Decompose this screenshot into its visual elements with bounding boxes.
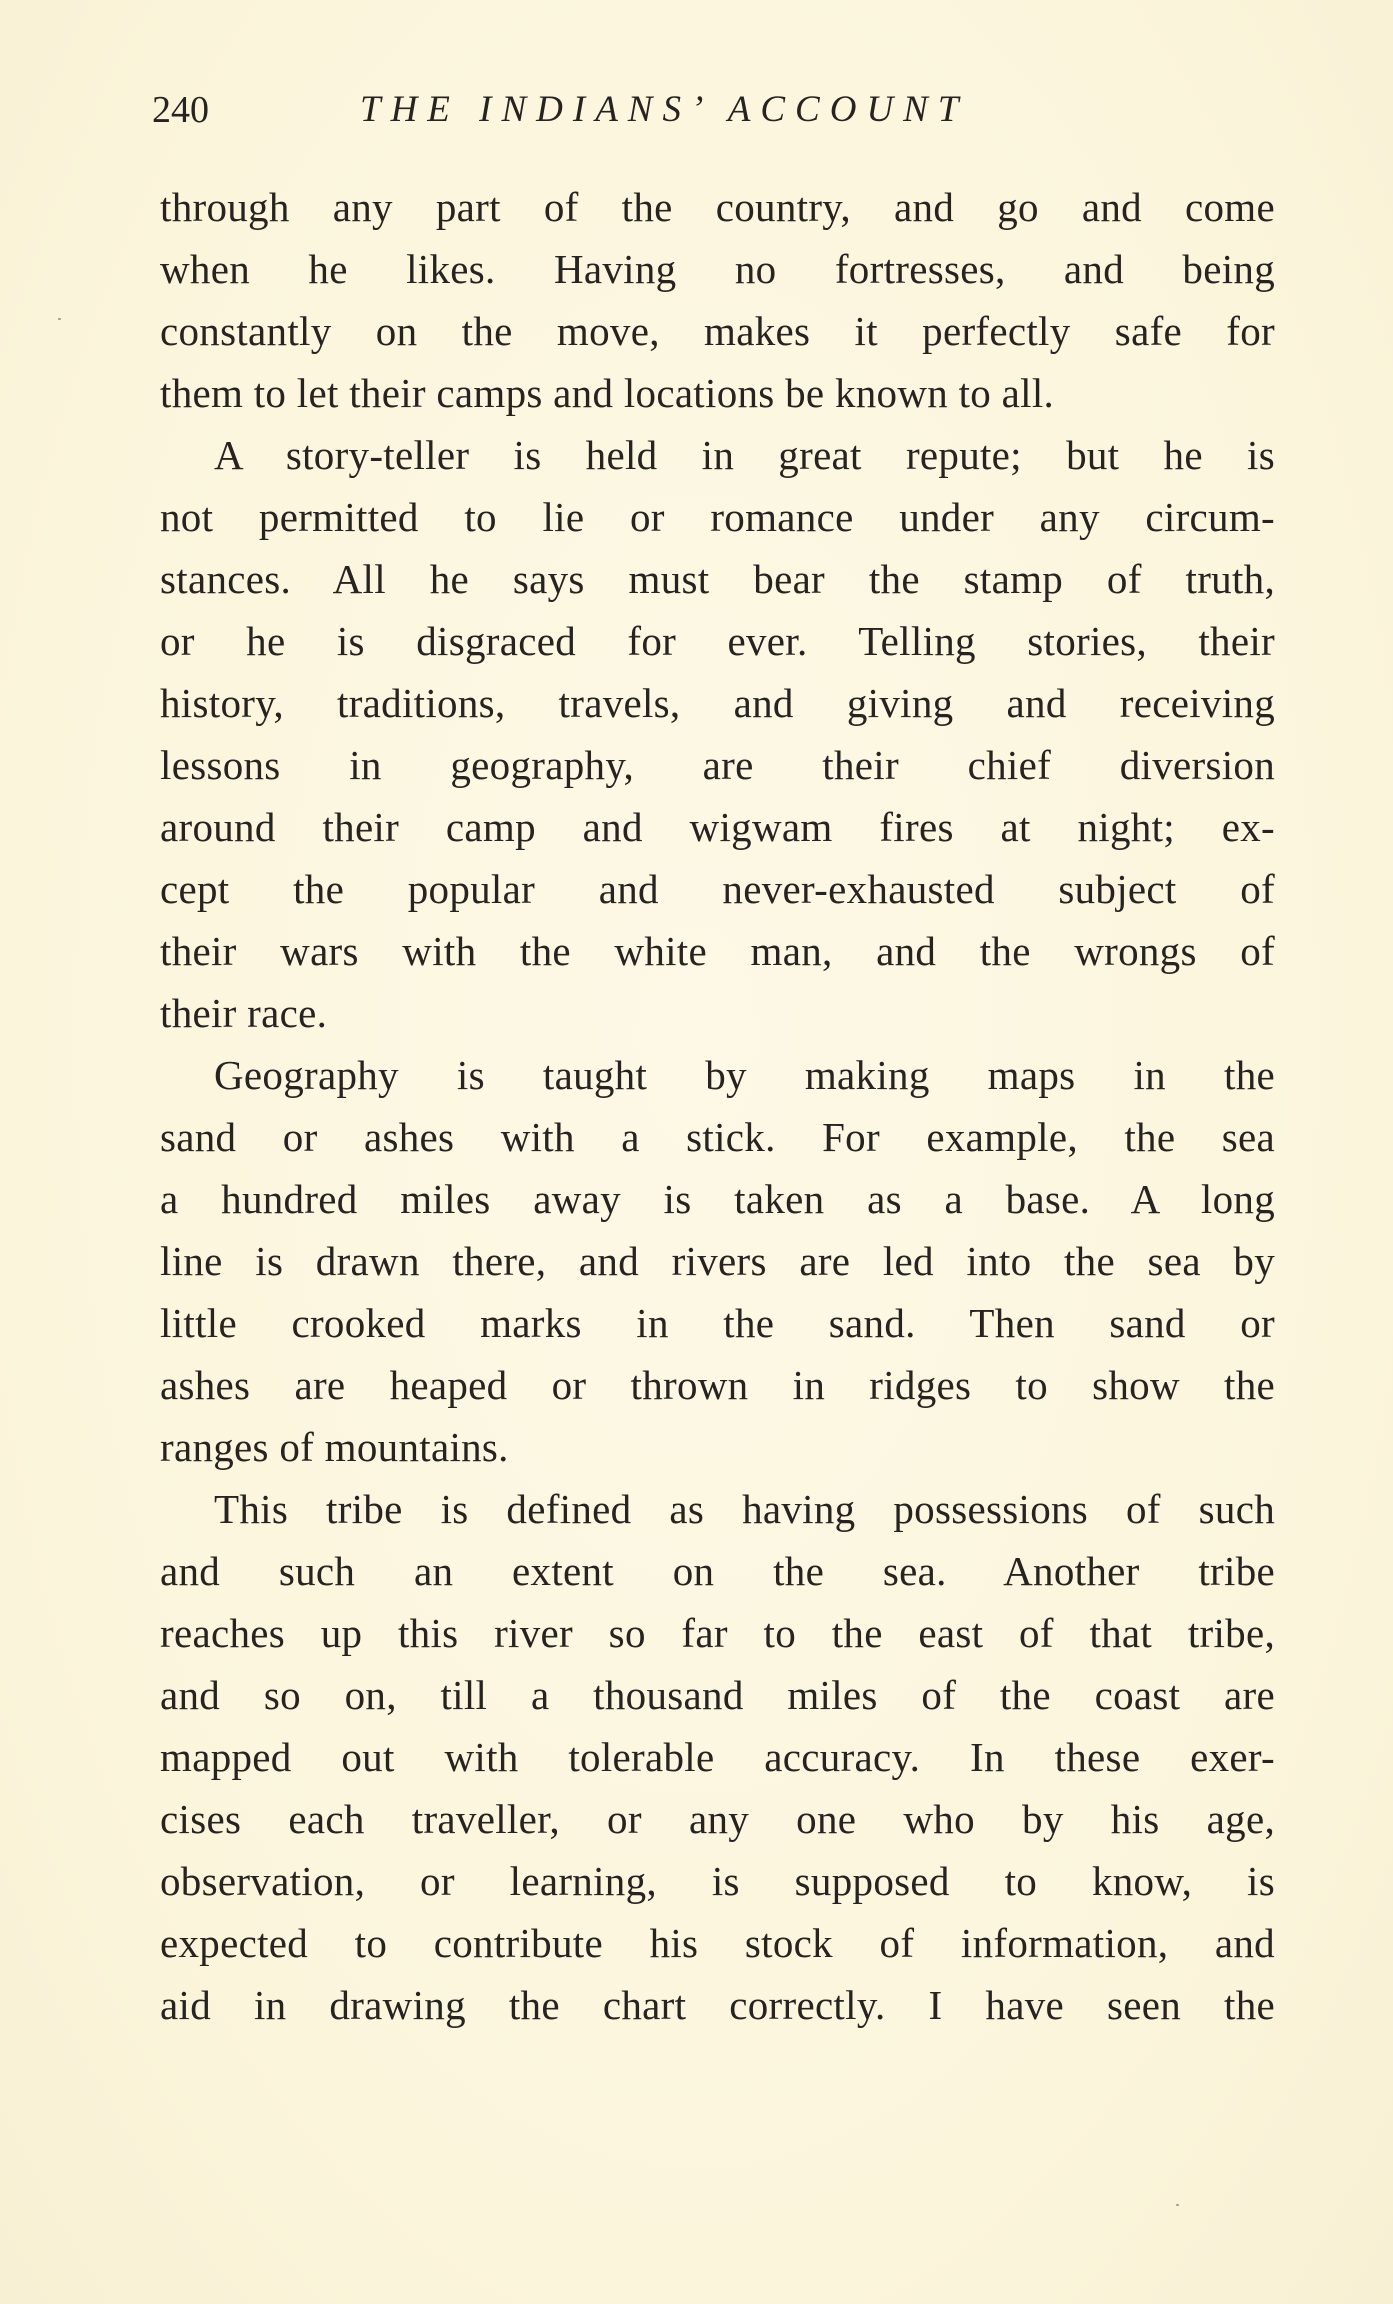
- text-line: or he is disgraced for ever. Telling stories, their: [160, 618, 1275, 664]
- text-line: observation, or learning, is supposed to know, is: [160, 1858, 1275, 1904]
- text-line: reaches up this river so far to the east of that tribe,: [160, 1610, 1275, 1656]
- text-line: when he likes. Having no fortresses, and being: [160, 246, 1275, 292]
- page-number: 240: [152, 89, 209, 131]
- text-line: constantly on the move, makes it perfectly safe for: [160, 308, 1275, 354]
- text-line: and such an extent on the sea. Another tribe: [160, 1548, 1275, 1594]
- text-line: history, traditions, travels, and giving and receiving: [160, 680, 1275, 726]
- text-line: cept the popular and never-exhausted subject of: [160, 866, 1275, 912]
- text-line: stances. All he says must bear the stamp of truth,: [160, 556, 1275, 602]
- text-line: expected to contribute his stock of information, and: [160, 1920, 1275, 1966]
- text-line: ashes are heaped or thrown in ridges to show the: [160, 1362, 1275, 1408]
- text-line: mapped out with tolerable accuracy. In these exer-: [160, 1734, 1275, 1780]
- paper-speck: [1176, 2204, 1179, 2206]
- text-line: through any part of the country, and go and come: [160, 184, 1275, 230]
- text-line: lessons in geography, are their chief diversion: [160, 742, 1275, 788]
- text-line: cises each traveller, or any one who by his age,: [160, 1796, 1275, 1842]
- body-text: [160, 176, 1275, 2036]
- text-line: not permitted to lie or romance under any circum-: [160, 494, 1275, 540]
- text-line: their race.: [160, 990, 328, 1036]
- text-line: and so on, till a thousand miles of the coast are: [160, 1672, 1275, 1718]
- paper-speck: [58, 318, 61, 320]
- running-title: THE INDIANS’ ACCOUNT: [360, 89, 969, 130]
- text-line: a hundred miles away is taken as a base. A long: [160, 1176, 1275, 1222]
- paragraph-start-line: This tribe is defined as having possessions of such: [214, 1486, 1275, 1532]
- paragraph-start-line: A story-teller is held in great repute; but he is: [214, 432, 1275, 478]
- text-line: line is drawn there, and rivers are led into the sea by: [160, 1238, 1275, 1284]
- text-line: them to let their camps and locations be known to all.: [160, 370, 1055, 416]
- text-line: sand or ashes with a stick. For example, the sea: [160, 1114, 1275, 1160]
- text-line: around their camp and wigwam fires at night; ex-: [160, 804, 1275, 850]
- text-line: little crooked marks in the sand. Then sand or: [160, 1300, 1275, 1346]
- paragraph-start-line: Geography is taught by making maps in the: [214, 1052, 1275, 1098]
- text-line: their wars with the white man, and the wrongs of: [160, 928, 1275, 974]
- running-head: [152, 88, 1302, 138]
- text-line: ranges of mountains.: [160, 1424, 509, 1470]
- text-line: aid in drawing the chart correctly. I have seen the: [160, 1982, 1275, 2028]
